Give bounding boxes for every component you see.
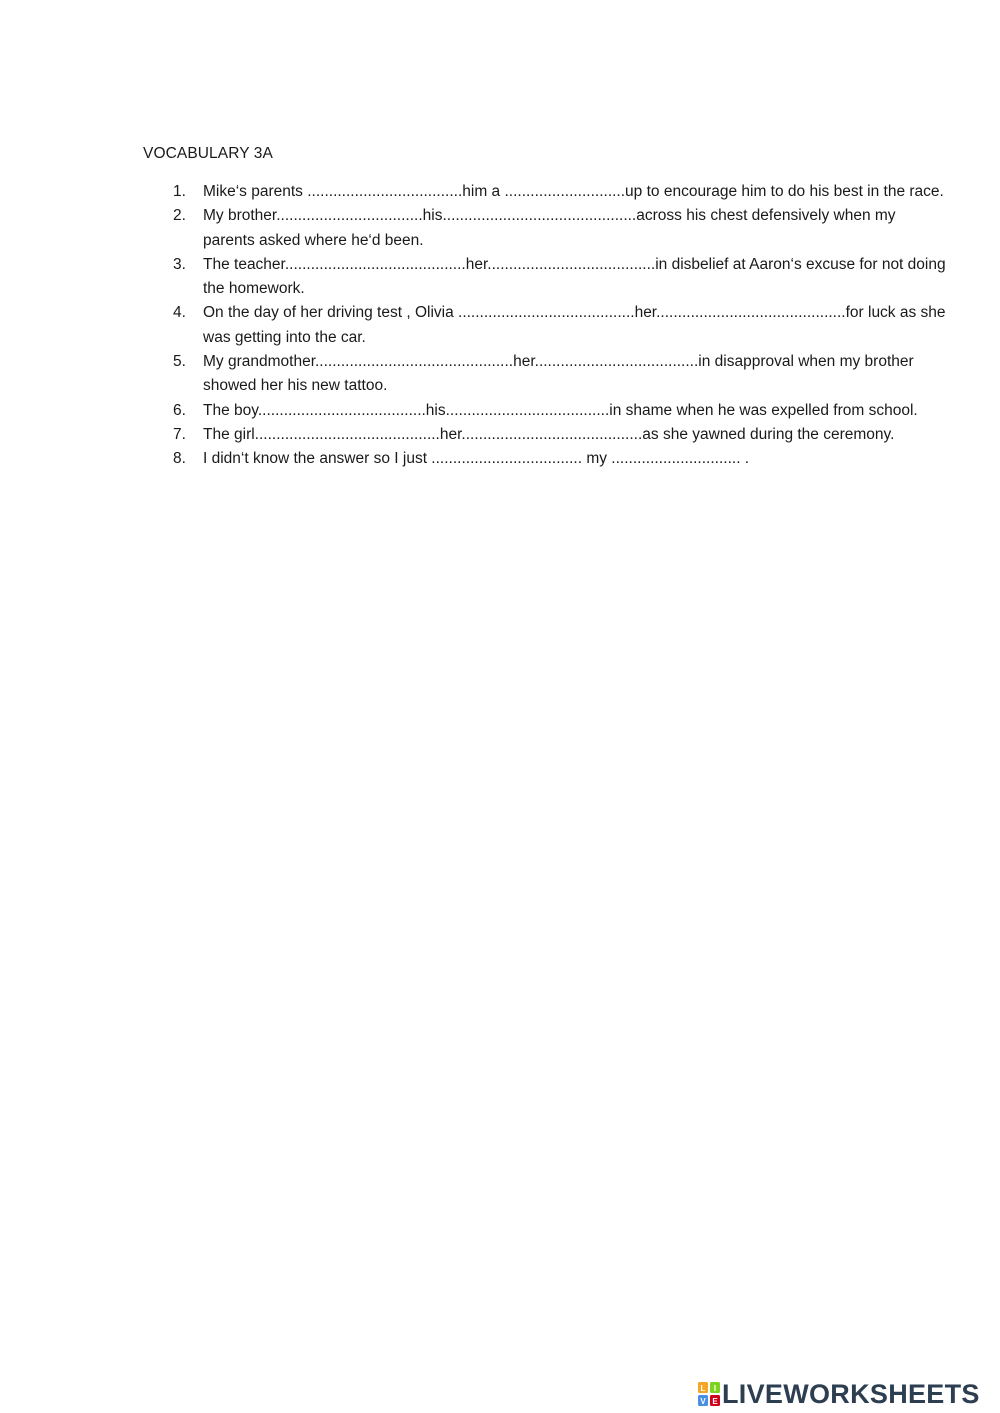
- exercise-item: [0, 204, 948, 253]
- svg-text:E: E: [712, 1397, 718, 1406]
- exercise-item: [0, 399, 948, 423]
- exercise-item: [0, 180, 948, 204]
- item-number: 1.: [173, 183, 186, 200]
- item-number: 2.: [173, 207, 186, 225]
- exercise-list: [0, 180, 1000, 472]
- exercise-item: [0, 447, 948, 471]
- item-sentence: The teacher..........................................her.......................................in disbelief at Aaron‘s excuse for not doing the homework.: [203, 255, 946, 298]
- item-number: 4.: [173, 304, 186, 322]
- exercise-item: [0, 253, 948, 302]
- item-number: 8.: [173, 450, 186, 468]
- item-sentence: Mike‘s parents ....................................him a ............................up to encourage him to do his best in the race.: [203, 183, 944, 200]
- item-number: 6.: [173, 401, 186, 419]
- exercise-item: [0, 301, 948, 350]
- exercise-item: [0, 350, 948, 399]
- worksheet-title: VOCABULARY 3A: [143, 145, 273, 162]
- svg-text:L: L: [700, 1384, 706, 1393]
- item-sentence: My grandmother..............................................her......................................in disapproval when my brother showed her his new tattoo.: [203, 353, 914, 395]
- svg-text:V: V: [700, 1397, 706, 1406]
- exercise-item: [0, 423, 948, 447]
- item-sentence: On the day of her driving test , Olivia .........................................her............................................for luck as she was getting into the car.: [203, 304, 946, 346]
- item-number: 7.: [173, 425, 186, 443]
- svg-text:I: I: [713, 1384, 717, 1393]
- brand-wordmark: LIVEWORKSHEETS: [722, 1378, 980, 1409]
- liveworksheets-logo-icon: [698, 1382, 720, 1406]
- item-number: 5.: [173, 353, 186, 371]
- item-number: 3.: [173, 255, 186, 273]
- item-sentence: I didn‘t know the answer so I just ................................... my .............................. .: [203, 450, 750, 468]
- item-sentence: The boy.......................................his......................................in shame when he was expelled from school.: [203, 401, 918, 419]
- item-sentence: My brother..................................his.............................................across his chest defensively when my parents asked where he‘d been.: [203, 207, 896, 249]
- item-sentence: The girl...........................................her..........................................as she yawned during the ceremony.: [203, 425, 895, 443]
- liveworksheets-brand[interactable]: [698, 1377, 980, 1411]
